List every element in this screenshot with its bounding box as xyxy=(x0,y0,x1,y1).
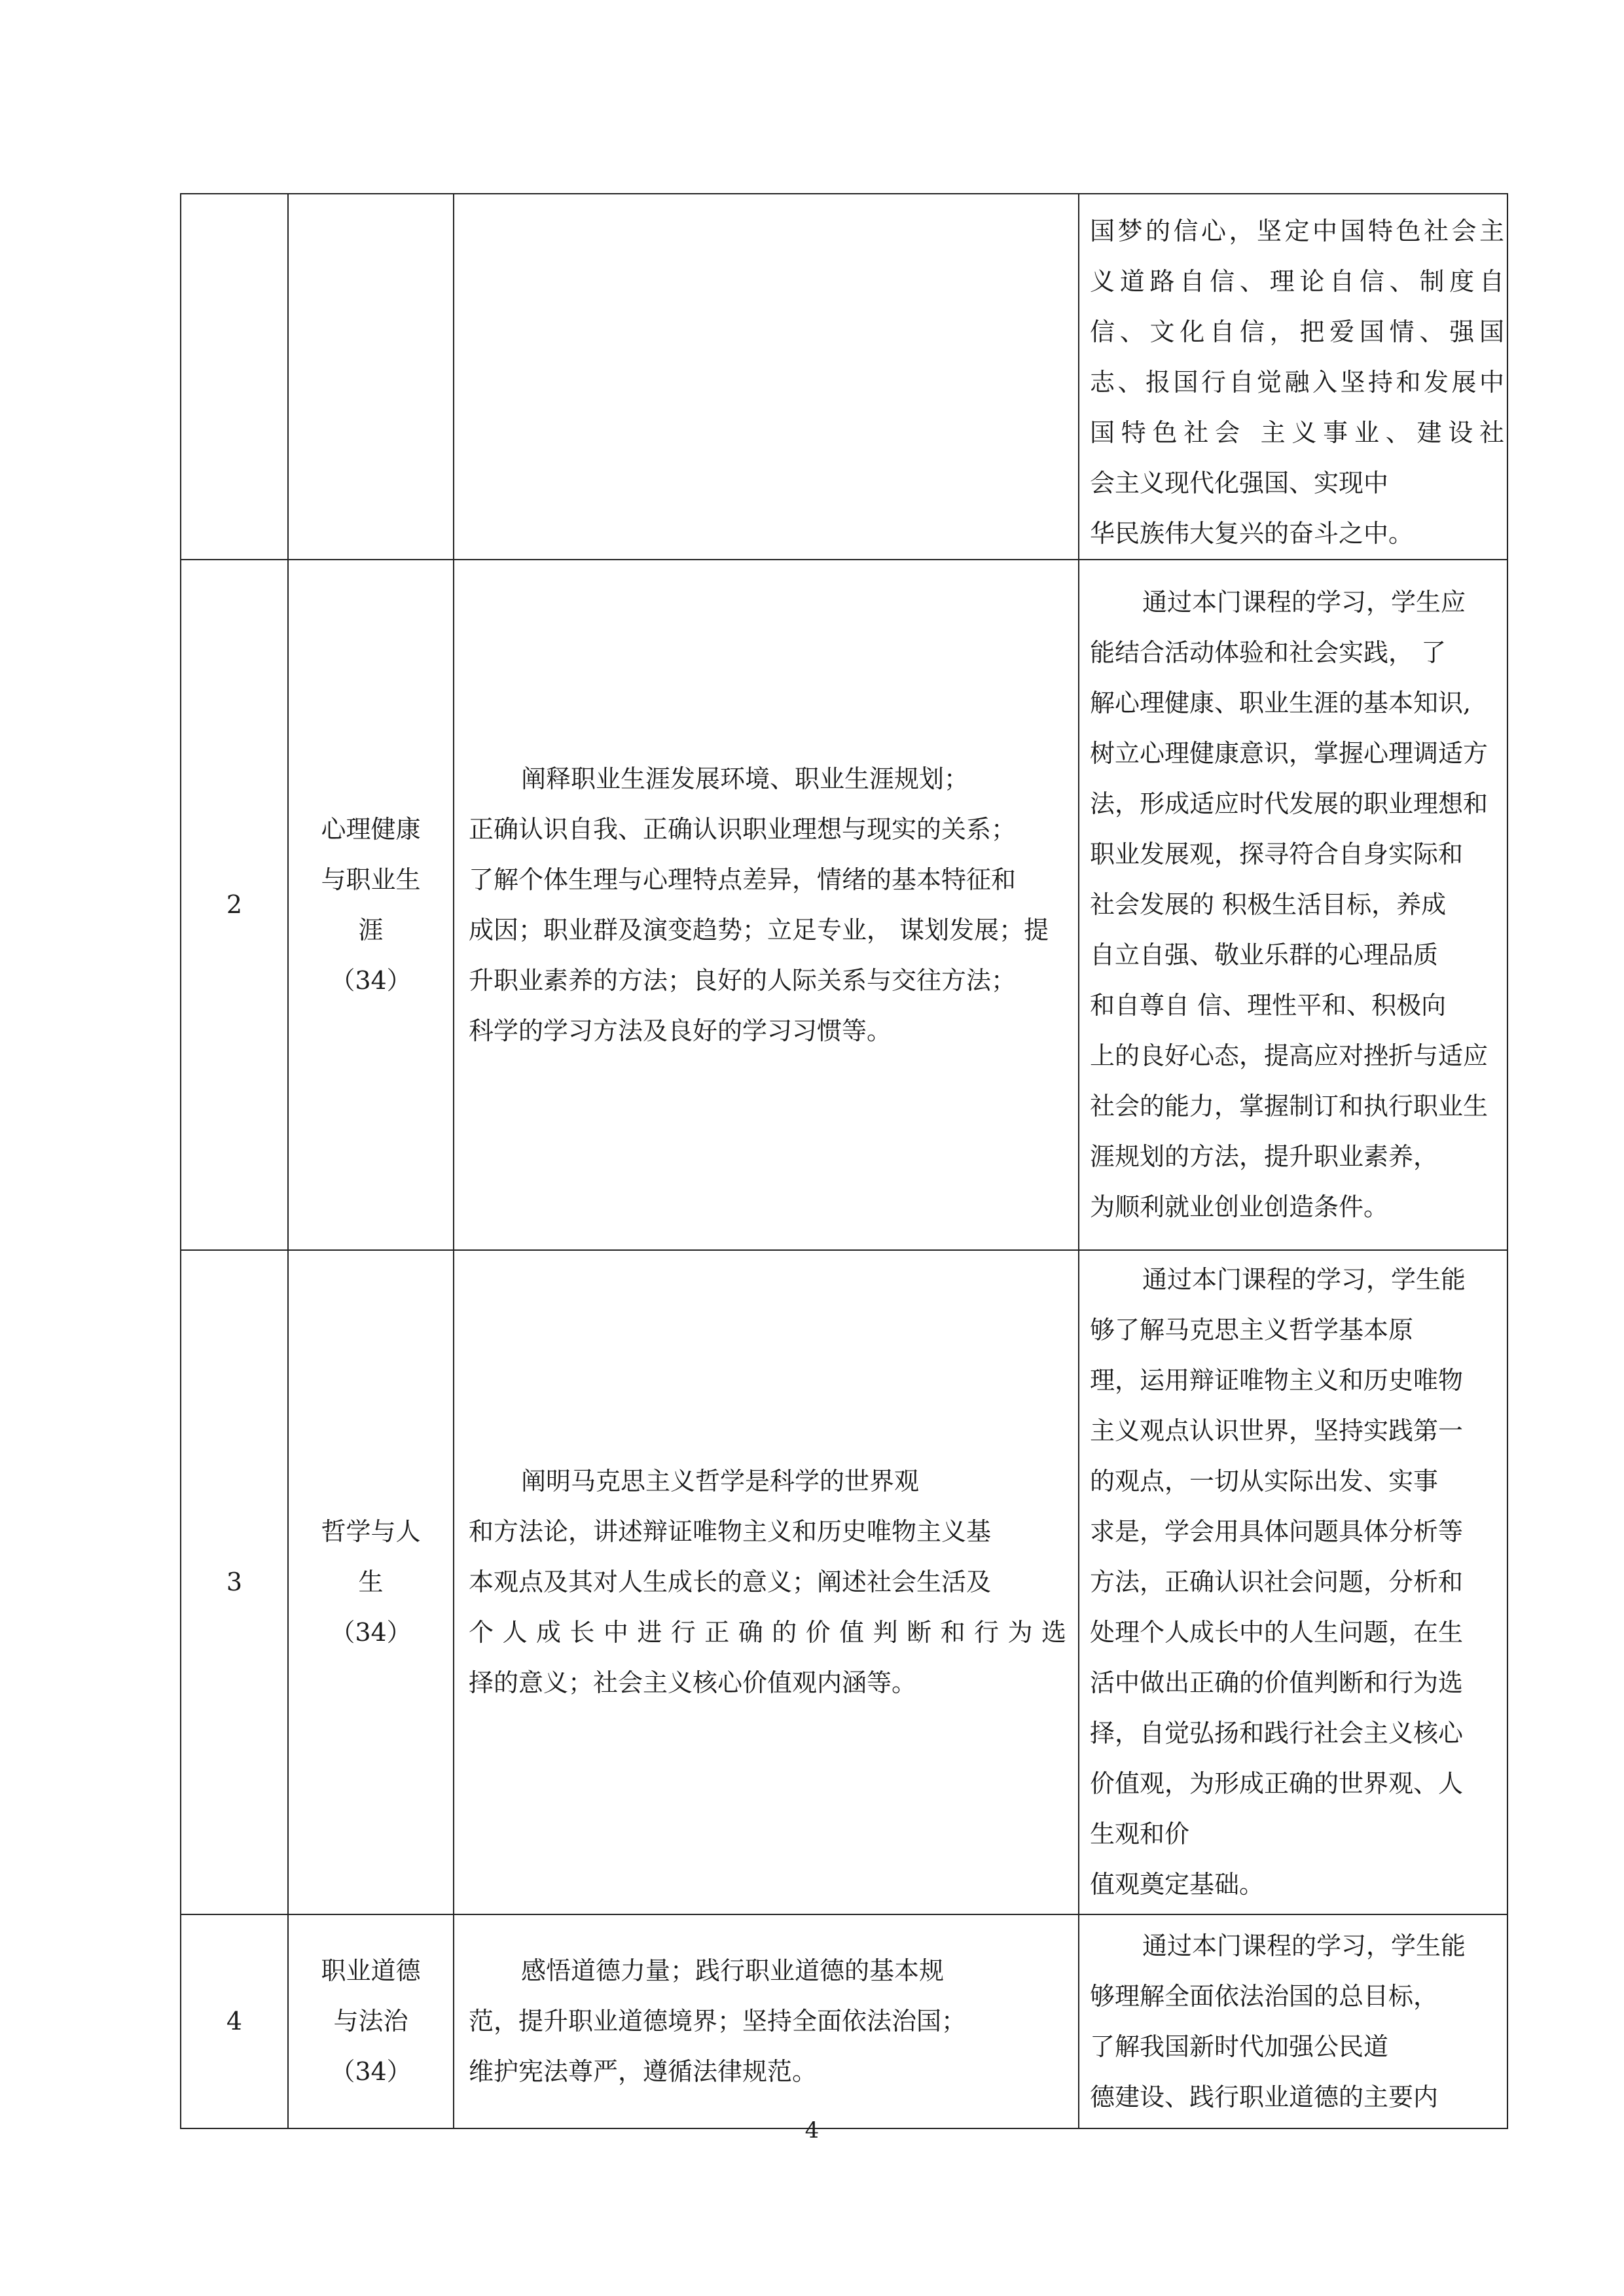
goal-line: 择，自觉弘扬和践行社会主义核心 xyxy=(1090,1719,1464,1748)
course-goal-cell xyxy=(1079,560,1507,1250)
course-name-line: 生 xyxy=(358,1568,384,1596)
content-line: 正确认识自我、正确认识职业理想与现实的关系； xyxy=(469,814,1017,844)
course-goal-cell xyxy=(1079,1250,1507,1914)
goal-line: 和自尊自 信、理性平和、积极向 xyxy=(1090,991,1447,1020)
table-row xyxy=(181,560,1507,1250)
goal-line: 方法，正确认识社会问题，分析和 xyxy=(1090,1568,1464,1596)
course-name-line: 哲学与人 xyxy=(321,1517,421,1546)
goal-line: 德建设、践行职业道德的主要内 xyxy=(1090,2082,1439,2111)
content-line: 本观点及其对人生成长的意义；阐述社会生活及 xyxy=(469,1568,992,1596)
goal-line: 志、报国行自觉融入坚持和发展中 xyxy=(1090,368,1504,397)
goal-line: 上的良好心态，提高应对挫折与适应 xyxy=(1090,1041,1489,1070)
goal-line: 义道路自信、理论自信、制度自 xyxy=(1090,267,1504,296)
course-name-cell xyxy=(288,1250,454,1914)
goal-line: 通过本门课程的学习，学生能 xyxy=(1142,1931,1466,1960)
goal-line: 职业发展观，探寻符合自身实际和 xyxy=(1090,840,1464,869)
goal-line: 国梦的信心，坚定中国特色社会主 xyxy=(1090,217,1504,245)
goal-line: 通过本门课程的学习，学生能 xyxy=(1142,1265,1466,1294)
goal-line: 涯规划的方法，提升职业素养， xyxy=(1090,1142,1439,1171)
content-line: 择的意义；社会主义核心价值观内涵等。 xyxy=(469,1668,917,1697)
table-row xyxy=(181,1914,1507,2128)
course-content-cell xyxy=(454,194,1079,560)
course-hours: （34） xyxy=(330,965,412,995)
course-hours: （34） xyxy=(330,2057,412,2086)
row-number-cell: 2 xyxy=(181,560,288,1250)
goal-line: 信、文化自信，把爱国情、强国 xyxy=(1090,317,1504,346)
course-content-cell xyxy=(454,560,1079,1250)
course-table xyxy=(180,193,1508,2129)
goal-line: 活中做出正确的价值判断和行为选 xyxy=(1090,1668,1464,1697)
course-name-line: 涯 xyxy=(358,915,384,944)
content-line: 和方法论，讲述辩证唯物主义和历史唯物主义基 xyxy=(469,1517,992,1546)
table-row xyxy=(181,1250,1507,1914)
row-number-cell: 3 xyxy=(181,1250,288,1914)
goal-line: 会主义现代化强国、实现中 xyxy=(1090,469,1389,497)
course-goal-cell xyxy=(1079,194,1507,560)
content-line: 阐释职业生涯发展环境、职业生涯规划； xyxy=(521,764,969,793)
course-name-cell xyxy=(288,560,454,1250)
course-goal-cell xyxy=(1079,1914,1507,2128)
goal-line: 华民族伟大复兴的奋斗之中。 xyxy=(1090,519,1414,548)
goal-line: 值观奠定基础。 xyxy=(1090,1870,1265,1899)
goal-line: 了解我国新时代加强公民道 xyxy=(1090,2032,1389,2061)
content-line: 科学的学习方法及良好的学习习惯等。 xyxy=(469,1016,892,1045)
goal-line: 法，形成适应时代发展的职业理想和 xyxy=(1090,789,1489,818)
course-name-line: 与职业生 xyxy=(321,865,421,894)
course-hours: （34） xyxy=(330,1618,412,1647)
table-row xyxy=(181,194,1507,560)
goal-line: 处理个人成长中的人生问题，在生 xyxy=(1090,1618,1464,1647)
goal-line: 的观点，一切从实际出发、实事 xyxy=(1090,1467,1439,1496)
course-content-cell xyxy=(454,1914,1079,2128)
content-line: 维护宪法尊严，遵循法律规范。 xyxy=(469,2057,818,2086)
content-line: 范，提升职业道德境界；坚持全面依法治国； xyxy=(469,2007,967,2036)
goal-line: 理，运用辩证唯物主义和历史唯物 xyxy=(1090,1366,1464,1395)
goal-line: 自立自强、敬业乐群的心理品质 xyxy=(1090,941,1439,969)
goal-line: 求是，学会用具体问题具体分析等 xyxy=(1090,1517,1464,1546)
goal-line: 国特色社会 主义事业、建设社 xyxy=(1090,418,1504,447)
content-line: 个人成长中进行正确的价值判断和行为选 xyxy=(469,1618,1066,1647)
goal-line: 能结合活动体验和社会实践， 了 xyxy=(1090,638,1447,667)
content-line: 升职业素养的方法；良好的人际关系与交往方法； xyxy=(469,965,1017,995)
course-name-cell xyxy=(288,194,454,560)
content-line: 感悟道德力量；践行职业道德的基本规 xyxy=(521,1956,945,1985)
content-line: 了解个体生理与心理特点差异，情绪的基本特征和 xyxy=(469,865,1017,894)
course-content-cell xyxy=(454,1250,1079,1914)
course-name-line: 心理健康 xyxy=(321,814,421,844)
goal-line: 树立心理健康意识，掌握心理调适方 xyxy=(1090,739,1489,768)
row-number-cell xyxy=(181,194,288,560)
goal-line: 社会的能力，掌握制订和执行职业生 xyxy=(1090,1092,1489,1121)
goal-line: 通过本门课程的学习，学生应 xyxy=(1142,588,1466,617)
goal-line: 生观和价 xyxy=(1090,1820,1190,1848)
course-name-line: 与法治 xyxy=(333,2007,408,2036)
goal-line: 为顺利就业创业创造条件。 xyxy=(1090,1193,1389,1221)
content-line: 成因；职业群及演变趋势；立足专业， 谋划发展；提 xyxy=(469,915,1049,944)
goal-line: 解心理健康、职业生涯的基本知识, xyxy=(1090,689,1471,717)
content-line: 阐明马克思主义哲学是科学的世界观 xyxy=(521,1467,920,1496)
goal-line: 社会发展的 积极生活目标，养成 xyxy=(1090,890,1447,919)
course-name-cell xyxy=(288,1914,454,2128)
page-number: 4 xyxy=(804,2117,820,2144)
goal-line: 够理解全面依法治国的总目标， xyxy=(1090,1981,1439,2011)
goal-line: 价值观，为形成正确的世界观、人 xyxy=(1090,1769,1464,1798)
goal-line: 主义观点认识世界，坚持实践第一 xyxy=(1090,1416,1464,1445)
course-name-line: 职业道德 xyxy=(321,1956,421,1985)
row-number-cell: 4 xyxy=(181,1914,288,2128)
goal-line: 够了解马克思主义哲学基本原 xyxy=(1090,1316,1414,1344)
